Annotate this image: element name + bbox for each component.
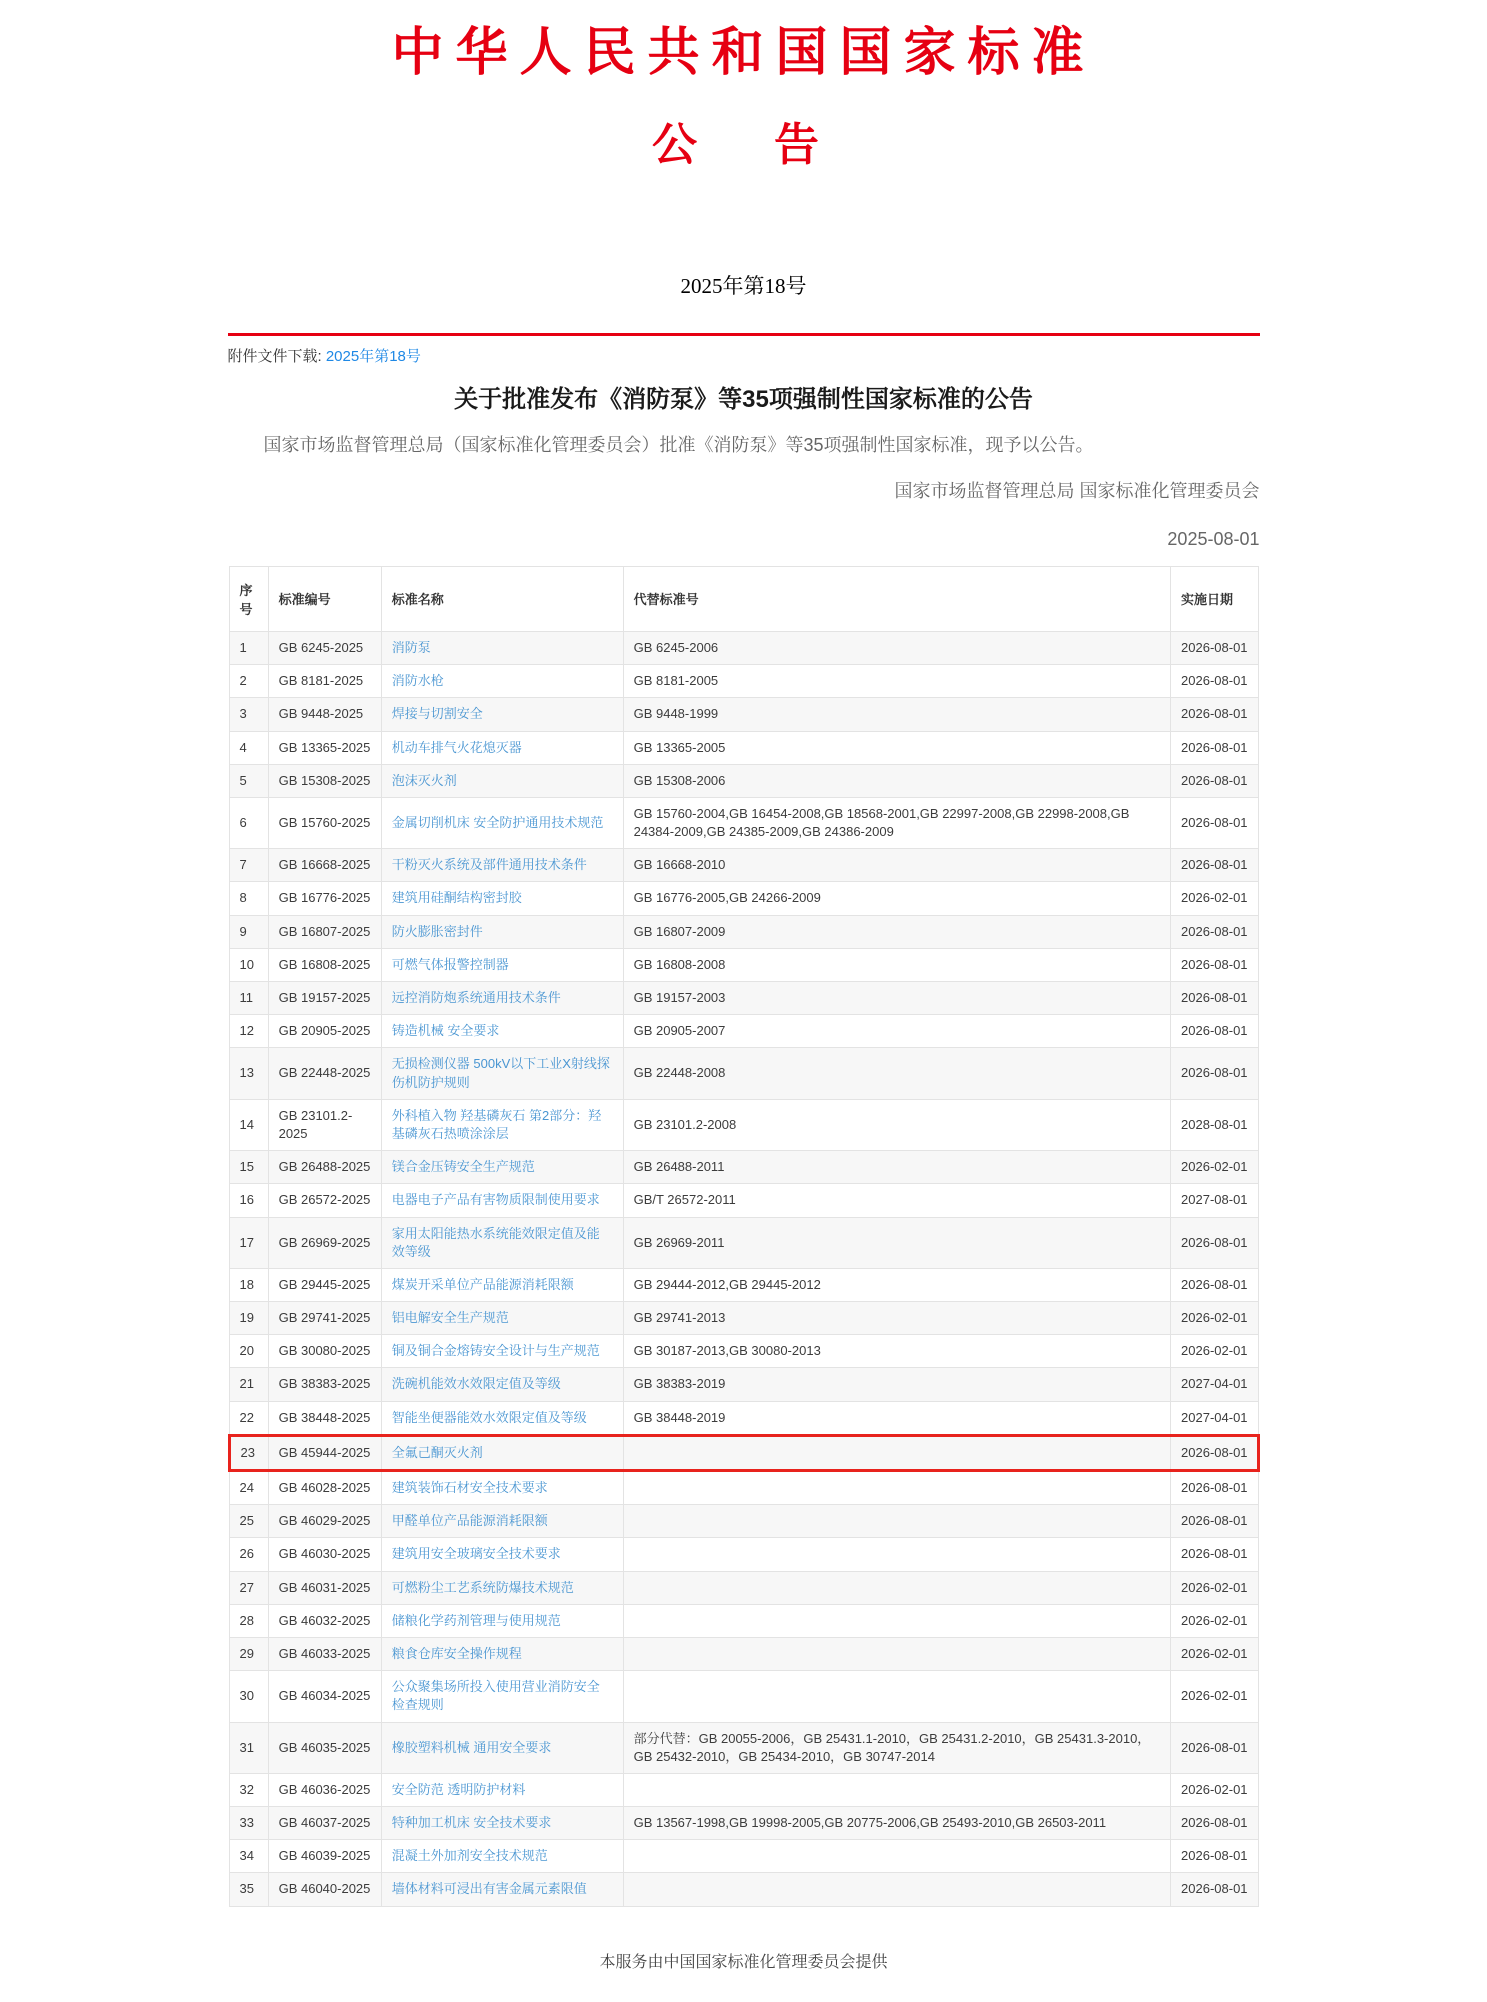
standard-name-link[interactable]: 可燃粉尘工艺系统防爆技术规范 xyxy=(391,1579,574,1595)
row-seq: 26 xyxy=(229,1538,268,1571)
row-impl-date: 2027-04-01 xyxy=(1171,1401,1258,1435)
row-standard-code: GB 26969-2025 xyxy=(268,1217,381,1268)
row-impl-date: 2027-08-01 xyxy=(1171,1184,1258,1217)
table-row xyxy=(229,1401,1258,1435)
table-row xyxy=(229,1505,1258,1538)
row-impl-date: 2026-02-01 xyxy=(1171,1151,1258,1184)
row-standard-code: GB 46037-2025 xyxy=(268,1807,381,1840)
table-row xyxy=(229,915,1258,948)
row-standard-code: GB 15760-2025 xyxy=(268,797,381,848)
row-standard-code: GB 26488-2025 xyxy=(268,1151,381,1184)
table-row xyxy=(229,1099,1258,1150)
row-replaced-codes xyxy=(623,1840,1170,1873)
row-replaced-codes: GB 26969-2011 xyxy=(623,1217,1170,1268)
row-standard-code: GB 16807-2025 xyxy=(268,915,381,948)
row-impl-date: 2026-02-01 xyxy=(1171,1671,1258,1722)
table-row xyxy=(229,1538,1258,1571)
row-impl-date: 2026-08-01 xyxy=(1171,1840,1258,1873)
row-seq: 33 xyxy=(229,1807,268,1840)
row-seq: 21 xyxy=(229,1368,268,1401)
row-replaced-codes: GB 13365-2005 xyxy=(623,731,1170,764)
row-standard-code: GB 29741-2025 xyxy=(268,1302,381,1335)
row-standard-code: GB 29445-2025 xyxy=(268,1268,381,1301)
header-standard-name: 标准名称 xyxy=(381,566,623,631)
announcement-title: 关于批准发布《消防泵》等35项强制性国家标准的公告 xyxy=(454,385,1033,413)
standard-name-link[interactable]: 镁合金压铸安全生产规范 xyxy=(391,1159,535,1175)
row-impl-date: 2026-08-01 xyxy=(1171,698,1258,731)
announcement-date: 2025-08-01 xyxy=(1167,528,1260,549)
row-standard-code: GB 8181-2025 xyxy=(268,665,381,698)
standard-name-link[interactable]: 家用太阳能热水系统能效限定值及能效等级 xyxy=(391,1225,600,1259)
row-replaced-codes xyxy=(623,1671,1170,1722)
standard-name-link[interactable]: 铜及铜合金熔铸安全设计与生产规范 xyxy=(391,1343,600,1359)
page-title: 中华人民共和国国家标准 xyxy=(391,25,1096,82)
header-standard-code: 标准编号 xyxy=(268,566,381,631)
standard-name-link[interactable]: 建筑装饰石材安全技术要求 xyxy=(391,1480,548,1495)
table-row xyxy=(229,1015,1258,1048)
row-seq: 20 xyxy=(229,1335,268,1368)
row-standard-code: GB 46035-2025 xyxy=(268,1722,381,1773)
standard-name-link[interactable]: 甲醛单位产品能源消耗限额 xyxy=(391,1513,548,1529)
table-row xyxy=(229,1840,1258,1873)
row-impl-date: 2026-08-01 xyxy=(1171,797,1258,848)
standard-name-link[interactable]: 墙体材料可浸出有害金属元素限值 xyxy=(391,1881,587,1897)
table-row xyxy=(229,1773,1258,1806)
standard-name-link[interactable]: 机动车排气火花熄灭器 xyxy=(391,739,522,755)
row-replaced-codes: GB 15760-2004,GB 16454-2008,GB 18568-2001,GB 22997-2008,GB 22998-2008,GB 24384-2009,GB 24385-2009,GB 24386-2009 xyxy=(623,797,1170,848)
table-row xyxy=(229,1873,1258,1906)
standard-name-link[interactable]: 消防泵 xyxy=(391,639,431,655)
table-row xyxy=(229,1151,1258,1184)
standard-name-link[interactable]: 储粮化学药剂管理与使用规范 xyxy=(391,1612,561,1628)
standards-table xyxy=(228,566,1260,1907)
row-seq: 35 xyxy=(229,1873,268,1906)
row-replaced-codes: GB 13567-1998,GB 19998-2005,GB 20775-2006,GB 25493-2010,GB 26503-2011 xyxy=(623,1807,1170,1840)
row-standard-code: GB 15308-2025 xyxy=(268,764,381,797)
standard-name-link[interactable]: 智能坐便器能效水效限定值及等级 xyxy=(391,1409,587,1425)
row-seq: 2 xyxy=(229,665,268,698)
standard-name-link[interactable]: 无损检测仪器 500kV以下工业X射线探伤机防护规则 xyxy=(391,1056,610,1090)
row-impl-date: 2026-08-01 xyxy=(1171,1722,1258,1773)
issuing-authorities: 国家市场监督管理总局 国家标准化管理委员会 xyxy=(894,480,1260,501)
row-impl-date: 2026-02-01 xyxy=(1171,1773,1258,1806)
table-row xyxy=(229,1184,1258,1217)
row-seq: 29 xyxy=(229,1637,268,1670)
row-impl-date: 2026-08-01 xyxy=(1171,731,1258,764)
row-impl-date: 2026-08-01 xyxy=(1171,1873,1258,1906)
footer-note: 本服务由中国国家标准化管理委员会提供 xyxy=(599,1953,888,1971)
table-row xyxy=(229,1302,1258,1335)
row-replaced-codes: GB 38448-2019 xyxy=(623,1401,1170,1435)
row-seq: 31 xyxy=(229,1722,268,1773)
row-standard-code: GB 16808-2025 xyxy=(268,948,381,981)
standard-name-link[interactable]: 可燃气体报警控制器 xyxy=(391,956,509,972)
standard-name-link[interactable]: 全氟己酮灭火剂 xyxy=(391,1444,483,1460)
standard-name-link[interactable]: 煤炭开采单位产品能源消耗限额 xyxy=(391,1276,574,1292)
attachment-row xyxy=(228,345,1260,366)
standard-name-link[interactable]: 焊接与切割安全 xyxy=(391,706,483,722)
table-row xyxy=(229,1368,1258,1401)
standard-name-link[interactable]: 远控消防炮系统通用技术条件 xyxy=(391,990,561,1005)
header-seq: 序号 xyxy=(229,566,268,631)
row-standard-code: GB 46028-2025 xyxy=(268,1471,381,1505)
table-row xyxy=(229,797,1258,848)
standard-name-link[interactable]: 泡沫灭火剂 xyxy=(391,772,457,788)
row-seq: 25 xyxy=(229,1505,268,1538)
row-impl-date: 2026-08-01 xyxy=(1171,1015,1258,1048)
standard-name-link[interactable]: 洗碗机能效水效限定值及等级 xyxy=(391,1376,561,1392)
row-replaced-codes xyxy=(623,1604,1170,1637)
table-row xyxy=(229,665,1258,698)
row-impl-date: 2026-02-01 xyxy=(1171,1571,1258,1604)
row-seq: 24 xyxy=(229,1471,268,1505)
row-seq: 28 xyxy=(229,1604,268,1637)
row-seq: 14 xyxy=(229,1099,268,1150)
row-seq: 34 xyxy=(229,1840,268,1873)
row-impl-date: 2026-08-01 xyxy=(1171,982,1258,1015)
row-standard-code: GB 38383-2025 xyxy=(268,1368,381,1401)
standard-name-link[interactable]: 外科植入物 羟基磷灰石 第2部分：羟基磷灰石热喷涂涂层 xyxy=(391,1107,602,1141)
row-replaced-codes: GB 16668-2010 xyxy=(623,849,1170,882)
row-replaced-codes: GB 16776-2005,GB 24266-2009 xyxy=(623,882,1170,915)
red-divider xyxy=(228,333,1260,336)
standard-name-link[interactable]: 安全防范 透明防护材料 xyxy=(391,1781,526,1797)
row-impl-date: 2026-02-01 xyxy=(1171,1604,1258,1637)
row-replaced-codes: GB/T 26572-2011 xyxy=(623,1184,1170,1217)
row-replaced-codes: GB 38383-2019 xyxy=(623,1368,1170,1401)
row-seq: 9 xyxy=(229,915,268,948)
row-seq: 18 xyxy=(229,1268,268,1301)
row-standard-code: GB 46034-2025 xyxy=(268,1671,381,1722)
row-standard-code: GB 16668-2025 xyxy=(268,849,381,882)
row-seq: 22 xyxy=(229,1401,268,1435)
row-impl-date: 2026-08-01 xyxy=(1171,1505,1258,1538)
table-row xyxy=(229,1722,1258,1773)
row-replaced-codes: GB 6245-2006 xyxy=(623,631,1170,664)
table-row xyxy=(229,1048,1258,1099)
row-impl-date: 2026-08-01 xyxy=(1171,1435,1258,1470)
row-seq: 3 xyxy=(229,698,268,731)
row-standard-code: GB 6245-2025 xyxy=(268,631,381,664)
table-row xyxy=(229,1217,1258,1268)
row-standard-code: GB 13365-2025 xyxy=(268,731,381,764)
row-replaced-codes xyxy=(623,1505,1170,1538)
row-seq: 15 xyxy=(229,1151,268,1184)
table-row xyxy=(229,1807,1258,1840)
table-row xyxy=(229,1671,1258,1722)
row-replaced-codes xyxy=(623,1471,1170,1505)
header-replaced-codes: 代替标准号 xyxy=(623,566,1170,631)
attachment-link[interactable]: 2025年第18号 xyxy=(325,347,421,365)
row-replaced-codes: GB 16807-2009 xyxy=(623,915,1170,948)
row-seq: 23 xyxy=(229,1435,268,1470)
attachment-label: 附件文件下载: xyxy=(227,347,322,365)
row-replaced-codes xyxy=(623,1435,1170,1470)
row-standard-code: GB 46032-2025 xyxy=(268,1604,381,1637)
row-impl-date: 2026-02-01 xyxy=(1171,1335,1258,1368)
row-impl-date: 2026-08-01 xyxy=(1171,1217,1258,1268)
row-seq: 7 xyxy=(229,849,268,882)
row-seq: 27 xyxy=(229,1571,268,1604)
row-standard-code: GB 19157-2025 xyxy=(268,982,381,1015)
row-seq: 1 xyxy=(229,631,268,664)
standard-name-link[interactable]: 消防水枪 xyxy=(391,673,444,689)
row-replaced-codes: 部分代替：GB 20055-2006，GB 25431.1-2010，GB 25431.2-2010，GB 25431.3-2010，GB 25432-2010，GB 25434-2010，GB 30747-2014 xyxy=(623,1722,1170,1773)
table-row xyxy=(229,1471,1258,1505)
header-impl-date: 实施日期 xyxy=(1171,566,1258,631)
standard-name-link[interactable]: 特种加工机床 安全技术要求 xyxy=(391,1815,552,1831)
row-impl-date: 2026-08-01 xyxy=(1171,665,1258,698)
row-standard-code: GB 16776-2025 xyxy=(268,882,381,915)
row-impl-date: 2026-08-01 xyxy=(1171,1807,1258,1840)
standard-name-link[interactable]: 混凝土外加剂安全技术规范 xyxy=(391,1848,548,1864)
standard-name-link[interactable]: 电器电子产品有害物质限制使用要求 xyxy=(391,1192,600,1208)
row-standard-code: GB 23101.2-2025 xyxy=(268,1099,381,1150)
row-replaced-codes: GB 15308-2006 xyxy=(623,764,1170,797)
row-impl-date: 2026-02-01 xyxy=(1171,1637,1258,1670)
row-standard-code: GB 22448-2025 xyxy=(268,1048,381,1099)
row-replaced-codes: GB 16808-2008 xyxy=(623,948,1170,981)
row-replaced-codes: GB 26488-2011 xyxy=(623,1151,1170,1184)
issue-number: 2025年第18号 xyxy=(680,273,807,298)
standard-name-link[interactable]: 建筑用硅酮结构密封胶 xyxy=(391,890,522,906)
table-row xyxy=(229,1435,1258,1470)
row-replaced-codes: GB 9448-1999 xyxy=(623,698,1170,731)
row-replaced-codes xyxy=(623,1773,1170,1806)
announcement-body: 国家市场监督管理总局（国家标准化管理委员会）批准《消防泵》等35项强制性国家标准，现予以公告。 xyxy=(263,435,1094,456)
table-row xyxy=(229,1604,1258,1637)
row-impl-date: 2026-08-01 xyxy=(1171,1048,1258,1099)
standard-name-link[interactable]: 粮食仓库安全操作规程 xyxy=(391,1645,522,1661)
row-standard-code: GB 26572-2025 xyxy=(268,1184,381,1217)
row-impl-date: 2026-08-01 xyxy=(1171,849,1258,882)
row-impl-date: 2026-08-01 xyxy=(1171,631,1258,664)
row-impl-date: 2026-08-01 xyxy=(1171,915,1258,948)
row-impl-date: 2026-02-01 xyxy=(1171,1302,1258,1335)
row-replaced-codes: GB 23101.2-2008 xyxy=(623,1099,1170,1150)
row-standard-code: GB 30080-2025 xyxy=(268,1335,381,1368)
row-impl-date: 2026-08-01 xyxy=(1171,1471,1258,1505)
row-replaced-codes: GB 22448-2008 xyxy=(623,1048,1170,1099)
row-impl-date: 2026-02-01 xyxy=(1171,882,1258,915)
standard-name-link[interactable]: 干粉灭火系统及部件通用技术条件 xyxy=(391,857,587,873)
row-standard-code: GB 46039-2025 xyxy=(268,1840,381,1873)
row-impl-date: 2028-08-01 xyxy=(1171,1099,1258,1150)
row-standard-code: GB 46036-2025 xyxy=(268,1773,381,1806)
row-seq: 16 xyxy=(229,1184,268,1217)
row-seq: 19 xyxy=(229,1302,268,1335)
row-replaced-codes xyxy=(623,1873,1170,1906)
table-row xyxy=(229,698,1258,731)
table-row xyxy=(229,1571,1258,1604)
row-impl-date: 2027-04-01 xyxy=(1171,1368,1258,1401)
row-seq: 10 xyxy=(229,948,268,981)
row-impl-date: 2026-08-01 xyxy=(1171,948,1258,981)
row-standard-code: GB 20905-2025 xyxy=(268,1015,381,1048)
row-standard-code: GB 38448-2025 xyxy=(268,1401,381,1435)
row-standard-code: GB 45944-2025 xyxy=(268,1435,381,1470)
row-standard-code: GB 46031-2025 xyxy=(268,1571,381,1604)
row-standard-code: GB 9448-2025 xyxy=(268,698,381,731)
table-header-row xyxy=(229,566,1258,631)
announcement-page xyxy=(228,0,1260,2002)
table-row xyxy=(229,982,1258,1015)
row-seq: 5 xyxy=(229,764,268,797)
row-replaced-codes: GB 29741-2013 xyxy=(623,1302,1170,1335)
standard-name-link[interactable]: 金属切削机床 安全防护通用技术规范 xyxy=(391,814,604,830)
table-row xyxy=(229,948,1258,981)
row-seq: 12 xyxy=(229,1015,268,1048)
row-standard-code: GB 46030-2025 xyxy=(268,1538,381,1571)
row-replaced-codes xyxy=(623,1637,1170,1670)
row-impl-date: 2026-08-01 xyxy=(1171,764,1258,797)
row-replaced-codes xyxy=(623,1571,1170,1604)
row-standard-code: GB 46040-2025 xyxy=(268,1873,381,1906)
row-standard-code: GB 46033-2025 xyxy=(268,1637,381,1670)
row-standard-code: GB 46029-2025 xyxy=(268,1505,381,1538)
table-row xyxy=(229,631,1258,664)
standard-name-link[interactable]: 铸造机械 安全要求 xyxy=(391,1023,500,1039)
table-row xyxy=(229,1637,1258,1670)
standard-name-link[interactable]: 铝电解安全生产规范 xyxy=(391,1310,509,1326)
row-impl-date: 2026-08-01 xyxy=(1171,1538,1258,1571)
page-subtitle: 公 告 xyxy=(651,119,835,170)
row-impl-date: 2026-08-01 xyxy=(1171,1268,1258,1301)
standard-name-link[interactable]: 公众聚集场所投入使用营业消防安全检查规则 xyxy=(391,1679,600,1713)
row-seq: 4 xyxy=(229,731,268,764)
table-row xyxy=(229,1335,1258,1368)
standard-name-link[interactable]: 防火膨胀密封件 xyxy=(391,923,483,939)
row-replaced-codes xyxy=(623,1538,1170,1571)
row-replaced-codes: GB 29444-2012,GB 29445-2012 xyxy=(623,1268,1170,1301)
standard-name-link[interactable]: 建筑用安全玻璃安全技术要求 xyxy=(391,1546,561,1562)
table-row xyxy=(229,764,1258,797)
row-replaced-codes: GB 30187-2013,GB 30080-2013 xyxy=(623,1335,1170,1368)
table-row xyxy=(229,1268,1258,1301)
table-row xyxy=(229,849,1258,882)
row-seq: 32 xyxy=(229,1773,268,1806)
row-seq: 17 xyxy=(229,1217,268,1268)
standard-name-link[interactable]: 橡胶塑料机械 通用安全要求 xyxy=(391,1739,552,1755)
table-row xyxy=(229,882,1258,915)
row-replaced-codes: GB 8181-2005 xyxy=(623,665,1170,698)
row-seq: 11 xyxy=(229,982,268,1015)
row-seq: 30 xyxy=(229,1671,268,1722)
row-replaced-codes: GB 20905-2007 xyxy=(623,1015,1170,1048)
row-seq: 6 xyxy=(229,797,268,848)
row-replaced-codes: GB 19157-2003 xyxy=(623,982,1170,1015)
row-seq: 13 xyxy=(229,1048,268,1099)
table-row xyxy=(229,731,1258,764)
row-seq: 8 xyxy=(229,882,268,915)
